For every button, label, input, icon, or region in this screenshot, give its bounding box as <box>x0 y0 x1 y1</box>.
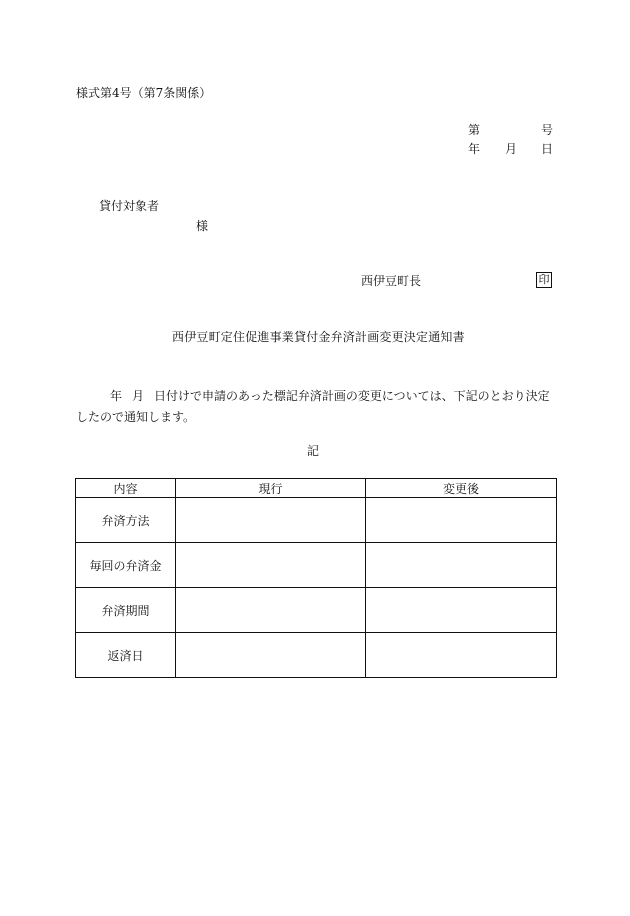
date-day-label: 日 <box>541 142 554 156</box>
table-row <box>76 543 557 588</box>
doc-number-prefix: 第 <box>468 123 481 137</box>
form-number: 様式第4号（第7条関係） <box>76 86 212 100</box>
repayment-plan-table <box>75 478 557 678</box>
seal-mark: 印 <box>536 272 552 288</box>
cell-current <box>176 543 366 588</box>
row-label: 返済日 <box>76 633 176 678</box>
date-month-label: 月 <box>505 142 518 156</box>
cell-current <box>176 588 366 633</box>
table-row <box>76 498 557 543</box>
column-header-content: 内容 <box>76 479 176 498</box>
body-paragraph <box>76 386 556 428</box>
issuer-name: 西伊豆町長 <box>361 274 422 288</box>
document-title: 西伊豆町定住促進事業貸付金弁済計画変更決定通知書 <box>172 330 465 344</box>
cell-after <box>366 588 557 633</box>
cell-current <box>176 498 366 543</box>
date-year-label: 年 <box>468 142 481 156</box>
body-year: 年 <box>110 389 123 403</box>
body-text: 日付けで申請のあった標記弁済計画の変更については、下記のとおり決定したので通知します。 <box>76 389 550 424</box>
body-month: 月 <box>132 389 145 403</box>
recipient-honorific: 様 <box>196 219 209 233</box>
table-row <box>76 633 557 678</box>
cell-after <box>366 633 557 678</box>
cell-current <box>176 633 366 678</box>
doc-number-suffix: 号 <box>541 123 554 137</box>
column-header-after: 変更後 <box>366 479 557 498</box>
row-label: 毎回の弁済金 <box>76 543 176 588</box>
row-label: 弁済期間 <box>76 588 176 633</box>
row-label: 弁済方法 <box>76 498 176 543</box>
table-row <box>76 588 557 633</box>
recipient-label: 貸付対象者 <box>99 199 160 213</box>
ki-heading: 記 <box>307 444 320 458</box>
cell-after <box>366 498 557 543</box>
column-header-current: 現行 <box>176 479 366 498</box>
table-header-row <box>76 479 557 498</box>
cell-after <box>366 543 557 588</box>
